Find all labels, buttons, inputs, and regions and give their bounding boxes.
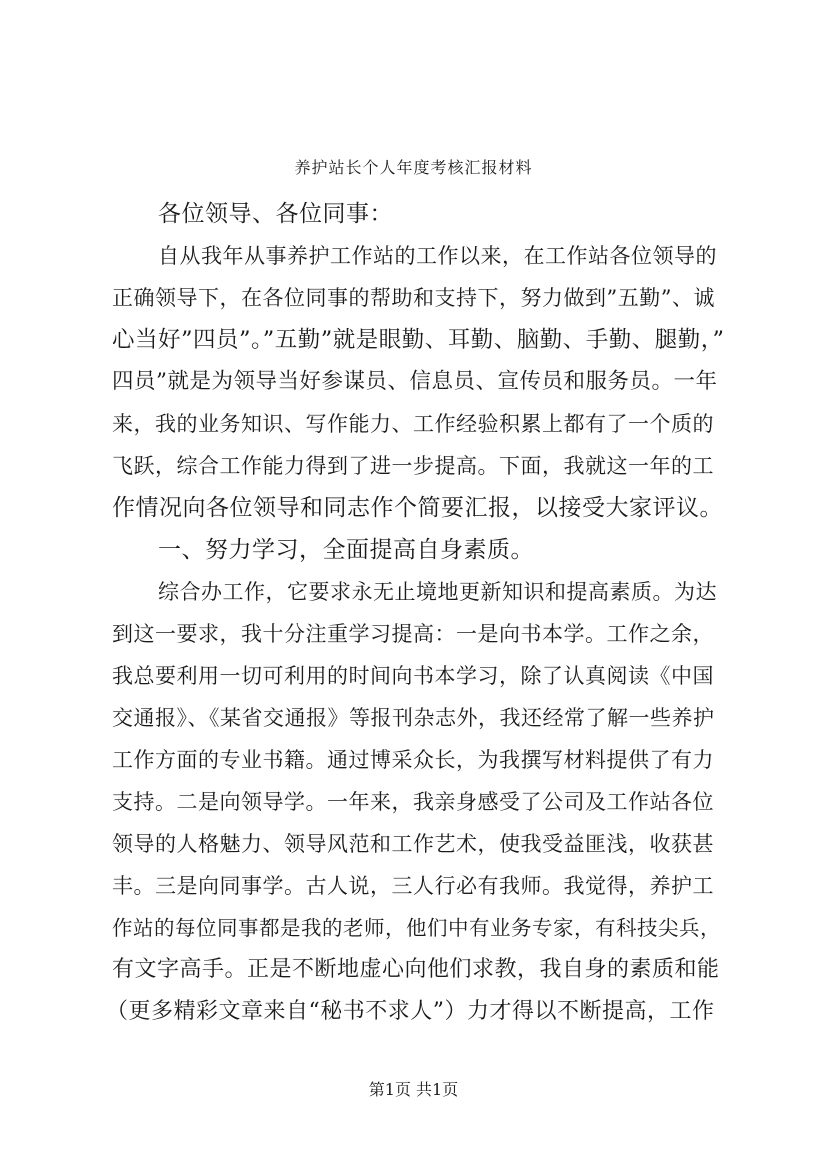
body-line: 正确领导下，在各位同事的帮助和支持下，努力做到”五勤”、诚 — [112, 286, 715, 310]
body-line: 丰。三是向同事学。古人说，三人行必有我师。我觉得，养护工 — [112, 874, 714, 898]
body-line: 四员”就是为领导当好参谋员、信息员、宣传员和服务员。一年 — [112, 369, 718, 394]
body-line: 自从我年从事养护工作站的工作以来，在工作站各位领导的 — [158, 244, 717, 268]
body-line: （更多精彩文章来自“秘书不求人”）力才得以不断提高，工作 — [106, 999, 715, 1024]
body-line: 交通报》、《某省交通报》等报刊杂志外，我还经常了解一些养护 — [112, 706, 715, 730]
body-line: 作情况向各位领导和同志作个简要汇报，以接受大家评议。 — [112, 495, 723, 521]
body-line: 领导的人格魅力、领导风范和工作艺术，使我受益匪浅，收获甚 — [112, 832, 714, 856]
body-line: 支持。二是向领导学。一年来，我亲身感受了公司及工作站各位 — [112, 790, 714, 814]
salutation: 各位领导、各位同事： — [158, 201, 393, 227]
document-title: 养护站长个人年度考核汇报材料 — [294, 158, 533, 177]
body-line: 来，我的业务知识、写作能力、工作经验积累上都有了一个质的 — [112, 412, 714, 436]
body-line: 综合办工作，它要求永无止境地更新知识和提高素质。为达 — [158, 580, 717, 604]
body-line: 到这一要求，我十分注重学习提高：一是向书本学。工作之余， — [112, 622, 714, 646]
body-line: 有文字高手。正是不断地虚心向他们求教，我自身的素质和能 — [112, 957, 720, 982]
section-heading: 一、努力学习，全面提高自身素质。 — [158, 537, 534, 563]
body-line: 我总要利用一切可利用的时间向书本学习，除了认真阅读《中国 — [112, 664, 714, 688]
body-line: 工作方面的专业书籍。通过博采众长，为我撰写材料提供了有力 — [112, 748, 714, 772]
page-number-footer: 第1页 共1页 — [368, 1080, 459, 1099]
body-line: 心当好”四员”。”五勤”就是眼勤、耳勤、脑勤、手勤、腿勤，” — [112, 327, 725, 353]
body-line: 飞跃，综合工作能力得到了进一步提高。下面，我就这一年的工 — [112, 454, 714, 478]
body-line: 作站的每位同事都是我的老师，他们中有业务专家，有科技尖兵， — [112, 916, 721, 940]
